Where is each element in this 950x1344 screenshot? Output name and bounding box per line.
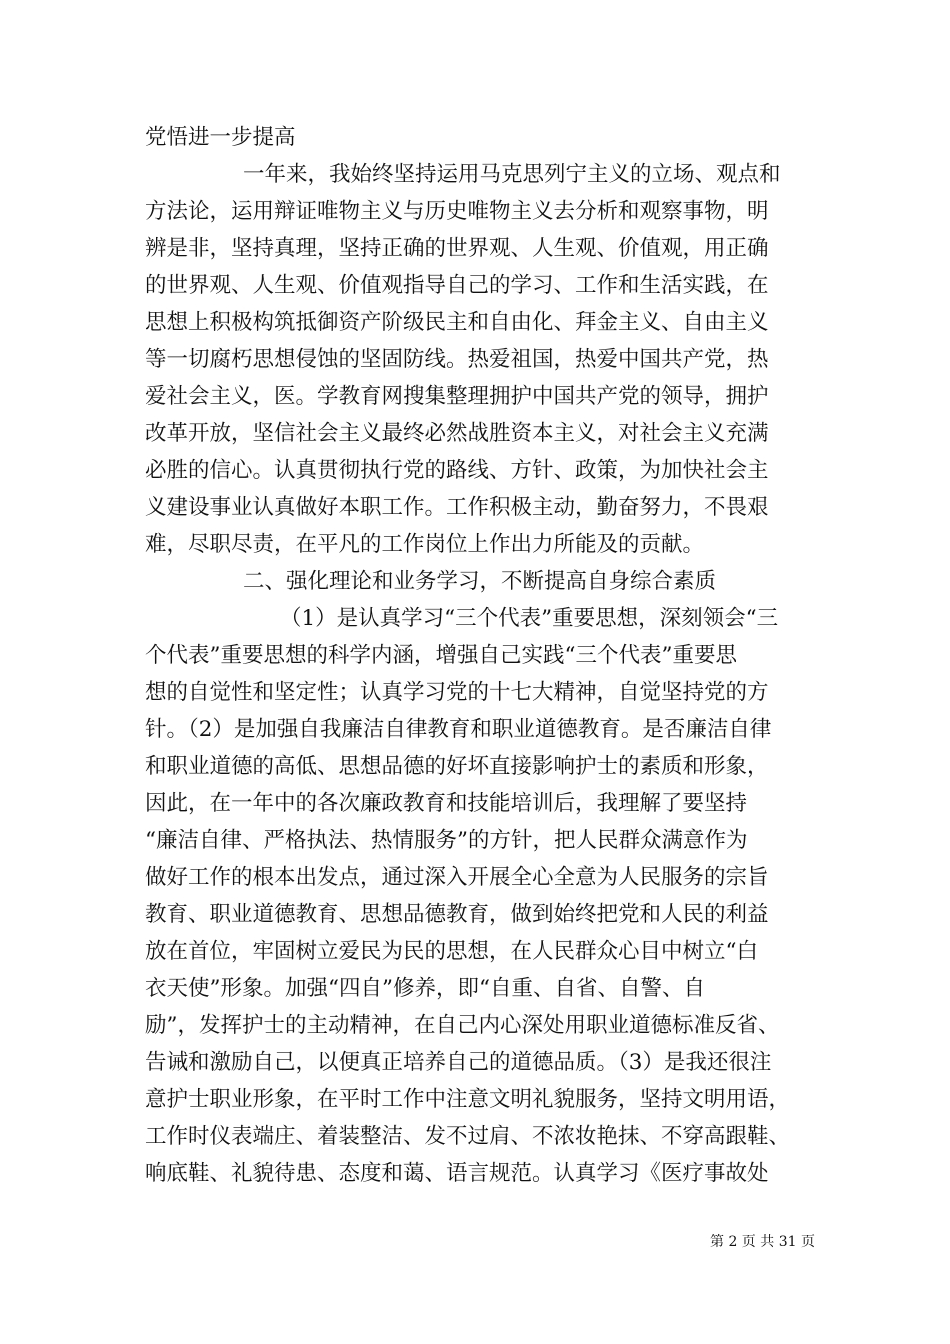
paragraph-line: 做好工作的根本出发点，通过深入开展全心全意为人民服务的宗旨	[145, 865, 769, 890]
paragraph-line: （1）是认真学习“三个代表”重要思想，深刻领会“三	[280, 606, 779, 631]
paragraph-line: “廉洁自律、严格执法、热情服务”的方针，把人民群众满意作为	[145, 828, 748, 853]
paragraph-line: 必胜的信心。认真贯彻执行党的路线、方针、政策，为加快社会主	[145, 458, 769, 483]
paragraph-line: 放在首位，牢固树立爱民为民的思想，在人民群众心目中树立“白	[145, 939, 758, 964]
paragraph-line: 想的自觉性和坚定性；认真学习党的十七大精神，自觉坚持党的方	[145, 680, 769, 705]
paragraph-line-heading-end: 党悟进一步提高	[145, 125, 296, 150]
paragraph-line: 爱社会主义，医。学教育网搜集整理拥护中国共产党的领导，拥护	[145, 384, 769, 409]
page-number-footer: 第 2 页 共 31 页	[710, 1234, 815, 1250]
paragraph-line: 因此，在一年中的各次廉政教育和技能培训后，我理解了要坚持	[145, 791, 748, 816]
paragraph-line: 衣天使”形象。加强“四自”修养，即“自重、自省、自警、自	[145, 976, 705, 1001]
paragraph-line: 和职业道德的高低、思想品德的好坏直接影响护士的素质和形象，	[145, 754, 769, 779]
paragraph-line: 工作时仪表端庄、着装整洁、发不过肩、不浓妆艳抹、不穿高跟鞋、	[145, 1124, 791, 1149]
section-heading: 二、强化理论和业务学习，不断提高自身综合素质	[243, 569, 717, 594]
paragraph-line: 方法论，运用辩证唯物主义与历史唯物主义去分析和观察事物，明	[145, 199, 769, 224]
paragraph-line: 辨是非，坚持真理，坚持正确的世界观、人生观、价值观，用正确	[145, 236, 769, 261]
paragraph-line: 义建设事业认真做好本职工作。工作积极主动，勤奋努力，不畏艰	[145, 495, 769, 520]
paragraph-line: 等一切腐朽思想侵蚀的坚固防线。热爱祖国，热爱中国共产党，热	[145, 347, 769, 372]
paragraph-line: 改革开放，坚信社会主义最终必然战胜资本主义，对社会主义充满	[145, 421, 769, 446]
paragraph-line: 难，尽职尽责，在平凡的工作岗位上作出力所能及的贡献。	[145, 532, 705, 557]
paragraph-line: 一年来，我始终坚持运用马克思列宁主义的立场、观点和	[243, 162, 781, 187]
paragraph-line: 个代表”重要思想的科学内涵，增强自己实践“三个代表”重要思	[145, 643, 737, 668]
paragraph-line: 告诫和激励自己，以便真正培养自己的道德品质。（3）是我还很注	[145, 1050, 772, 1075]
paragraph-line: 励”，发挥护士的主动精神，在自己内心深处用职业道德标准反省、	[145, 1013, 780, 1038]
paragraph-line: 思想上积极构筑抵御资产阶级民主和自由化、拜金主义、自由主义	[145, 310, 769, 335]
paragraph-line: 针。（2）是加强自我廉洁自律教育和职业道德教育。是否廉洁自律	[145, 717, 772, 742]
paragraph-line: 教育、职业道德教育、思想品德教育，做到始终把党和人民的利益	[145, 902, 769, 927]
paragraph-line: 意护士职业形象，在平时工作中注意文明礼貌服务，坚持文明用语，	[145, 1087, 791, 1112]
paragraph-line: 响底鞋、礼貌待患、态度和蔼、语言规范。认真学习《医疗事故处	[145, 1161, 769, 1186]
paragraph-line: 的世界观、人生观、价值观指导自己的学习、工作和生活实践，在	[145, 273, 769, 298]
